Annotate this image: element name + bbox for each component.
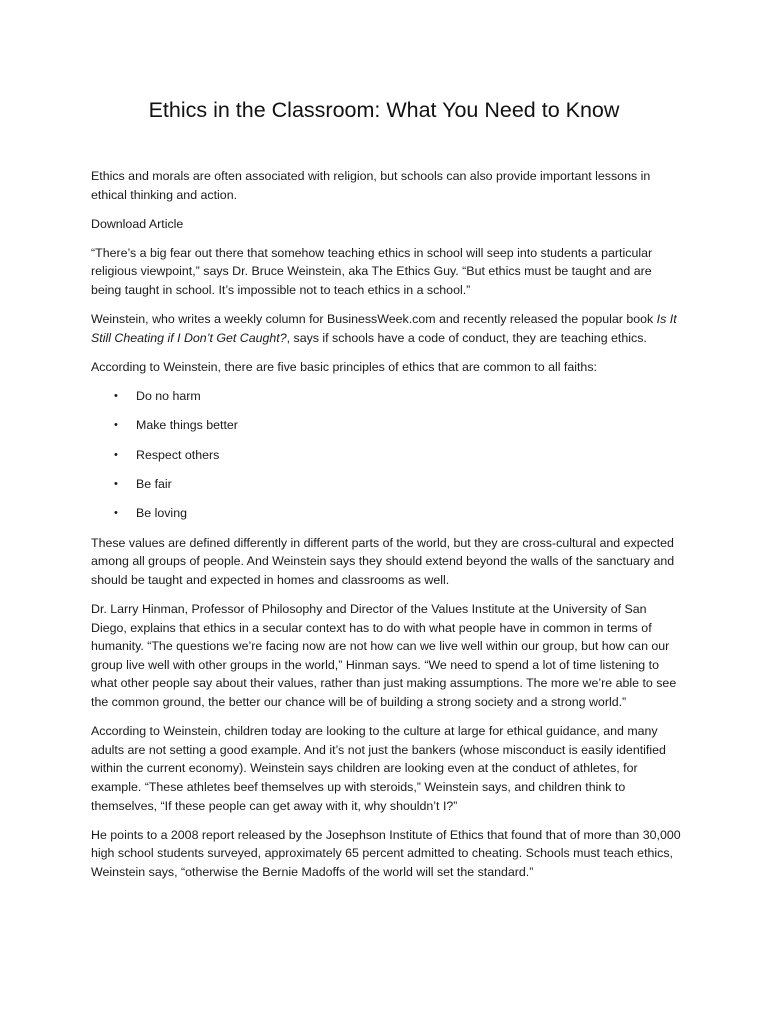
list-item <box>91 387 681 406</box>
bullet-icon: • <box>114 389 118 402</box>
weinstein-paragraph <box>91 310 681 347</box>
list-item <box>91 416 681 435</box>
principles-list <box>91 387 681 523</box>
bullet-icon: • <box>114 507 118 520</box>
list-item-label: Be loving <box>136 506 187 521</box>
bullet-icon: • <box>114 478 118 491</box>
quote-paragraph: “There’s a big fear out there that somehow teaching ethics in school will seep into students a particular religious viewpoint,” says Dr. Bruce Weinstein, aka The Ethics Guy. “But ethics must be taught and are being taught in school. It’s impossible not to teach ethics in a school.” <box>91 245 653 297</box>
values-paragraph: These values are defined differently in different parts of the world, but they are cross-cultural and expected among all groups of people. And Weinstein says they should extend beyond the walls of the sanctuary and should be taught and expected in homes and classrooms as well. <box>91 535 675 587</box>
report-paragraph: He points to a 2008 report released by the Josephson Institute of Ethics that found that of more than 30,000 high school students surveyed, approximately 65 percent admitted to cheating. Schools must teach ethics, Weinstein says, “otherwise the Bernie Madoffs of the world will set the standard.” <box>91 827 681 879</box>
hinman-paragraph: Dr. Larry Hinman, Professor of Philosophy and Director of the Values Institute at the University of San Diego, explains that ethics in a secular context has to do with what people have in common in terms of humanity. “The questions we’re facing now are not how can we live well within our group, but how can our group live well with other groups in the world,” Hinman says. “We need to spend a lot of time listening to what other people say about their values, rather than just making assumptions. The more we’re able to see the common ground, the better our chance will be of building a strong society and a strong world.” <box>91 602 677 710</box>
principles-intro: According to Weinstein, there are five basic principles of ethics that are common to all faiths: <box>91 359 597 374</box>
list-item <box>91 504 681 523</box>
weinstein-text-after: , says if schools have a code of conduct, they are teaching ethics. <box>286 330 647 345</box>
list-item-label: Do no harm <box>136 388 201 403</box>
intro-paragraph: Ethics and morals are often associated with religion, but schools can also provide important lessons in ethical thinking and action. <box>91 169 651 202</box>
weinstein-text-before: Weinstein, who writes a weekly column for BusinessWeek.com and recently released the popular book <box>91 312 657 327</box>
list-item <box>91 475 681 494</box>
children-paragraph: According to Weinstein, children today are looking to the culture at large for ethical guidance, and many adults are not setting a good example. And it’s not just the bankers (whose misconduct is easily identified within the current economy). Weinstein says children are looking even at the conduct of athletes, for example. “These athletes beef themselves up with steroids,” Weinstein says, and children think to themselves, “If these people can get away with it, why shouldn’t I?” <box>91 724 666 813</box>
list-item-label: Be fair <box>136 477 172 492</box>
list-item-label: Make things better <box>136 418 238 433</box>
article-body <box>91 167 681 892</box>
download-article-text: Download Article <box>91 216 184 231</box>
book-title: Is It Still Cheating if I Don’t Get Caught? <box>91 312 677 345</box>
list-item-label: Respect others <box>136 447 220 462</box>
page-title: Ethics in the Classroom: What You Need to Know <box>148 98 620 122</box>
list-item <box>91 446 681 465</box>
bullet-icon: • <box>114 419 118 432</box>
bullet-icon: • <box>114 448 118 461</box>
